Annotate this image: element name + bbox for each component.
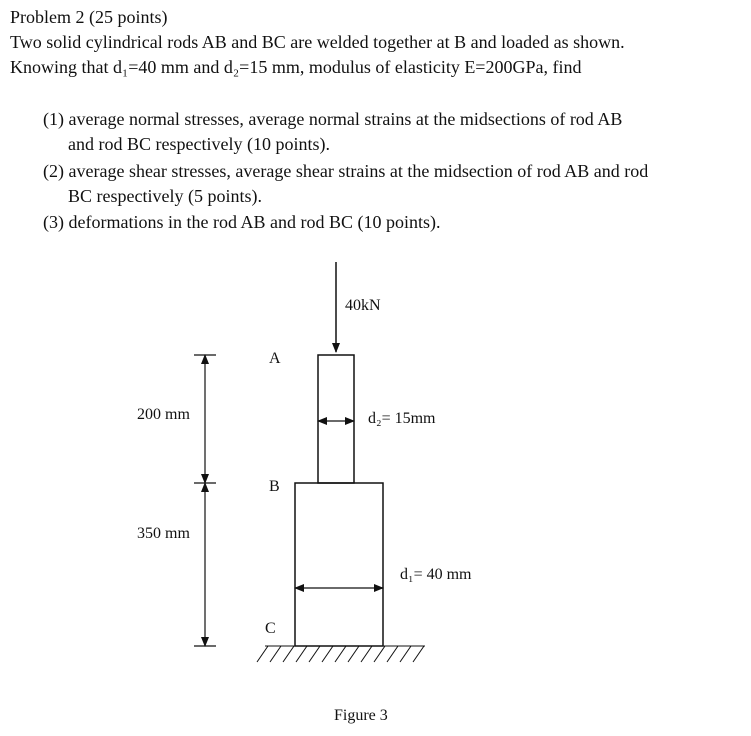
statement-line-1: Two solid cylindrical rods AB and BC are welded together at B and loaded as shown.	[10, 32, 625, 52]
load-label: 40kN	[345, 297, 381, 314]
question-2-line-2: BC respectively (5 points).	[68, 186, 262, 206]
point-a-label: A	[269, 350, 281, 367]
rod-bc	[295, 483, 383, 646]
rod-ab	[318, 355, 354, 483]
figure-caption: Figure 3	[334, 707, 388, 724]
point-b-label: B	[269, 478, 280, 495]
dim-ab-label: 200 mm	[137, 406, 190, 423]
question-2-line-1: (2) average shear stresses, average shear strains at the midsection of rod AB and rod	[43, 161, 649, 181]
question-1-line-1: (1) average normal stresses, average normal strains at the midsections of rod AB	[43, 109, 623, 129]
statement-line-2: Knowing that d₁=40 mm and d₂=15 mm, modulus of elasticity E=200GPa, find	[10, 57, 582, 77]
d1-label: d₁= 40 mm	[400, 566, 472, 583]
point-c-label: C	[265, 620, 276, 637]
d2-label: d₂= 15mm	[368, 410, 436, 427]
question-1-line-2: and rod BC respectively (10 points).	[68, 134, 330, 154]
dim-bc-label: 350 mm	[137, 525, 190, 542]
length-dimension	[194, 355, 216, 646]
question-3-line-1: (3) deformations in the rod AB and rod BC (10 points).	[43, 212, 441, 232]
ground-support	[257, 646, 425, 662]
problem-title: Problem 2 (25 points)	[10, 7, 168, 27]
